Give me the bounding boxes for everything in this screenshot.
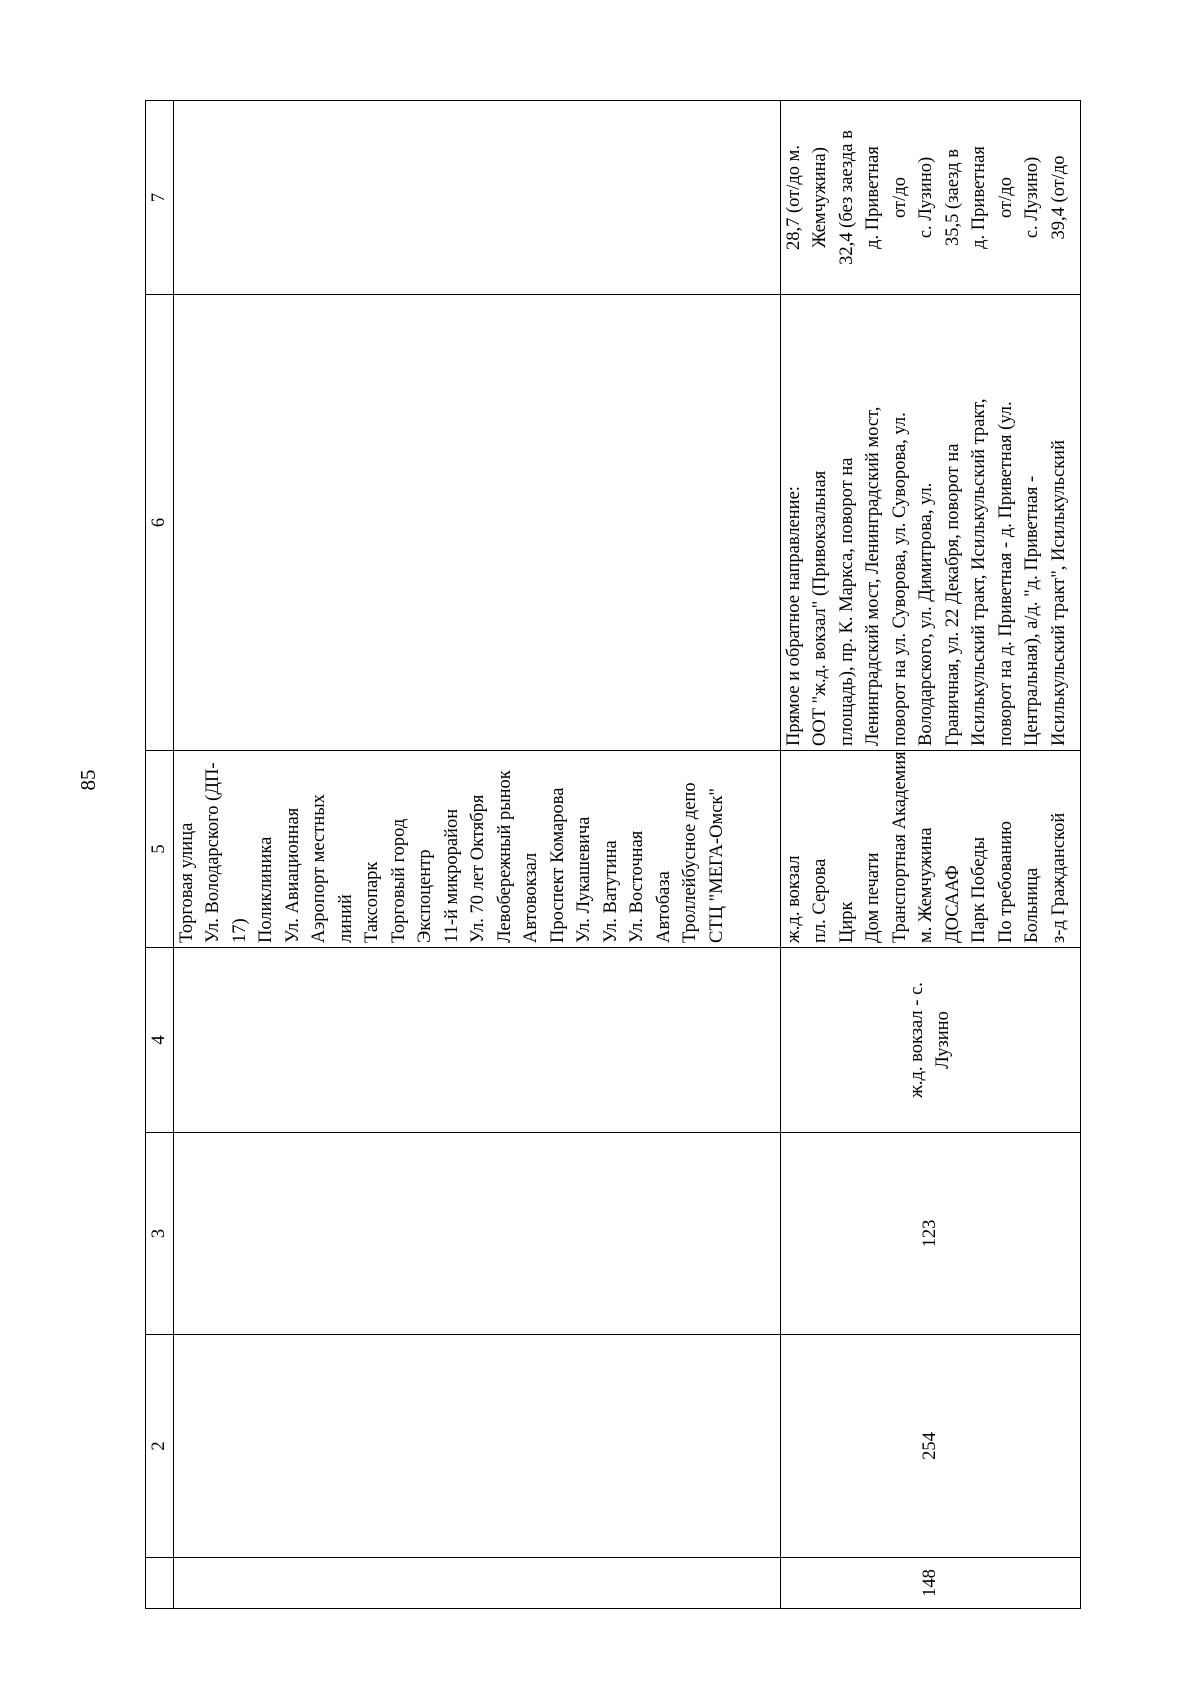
page-number: 85: [76, 769, 100, 791]
stop-item: пл. Серова: [810, 858, 830, 943]
row-b-stops-cell: [780, 751, 1080, 948]
stop-item: з-д Гражданской: [1048, 812, 1069, 943]
stop-item: Автовокзал: [521, 852, 541, 943]
stop-item: Ул. Володарского (ДП-: [203, 762, 223, 943]
table-row: [780, 101, 1080, 1609]
stop-item: Торговый город: [388, 818, 409, 943]
route-length-cell: [780, 101, 1080, 295]
length-line: 32,4 (без заезда в: [836, 130, 857, 265]
path-line: площадь), пр. К. Маркса, поворот на: [836, 457, 857, 746]
length-line: 28,7 (от/до м.: [783, 145, 804, 251]
length-line: Жемчужина): [810, 147, 830, 248]
stop-item: 11-й микрорайон: [441, 808, 462, 943]
route-number-cell: 148: [780, 1558, 1080, 1609]
header-row: [146, 101, 174, 1609]
stop-item: Экспоцентр: [415, 849, 435, 943]
route-name-cell: ж.д. вокзал - с. Лузино: [780, 948, 1080, 1133]
path-line: Володарского, ул. Димитрова, ул.: [916, 482, 936, 746]
path-line: Прямое и обратное направление:: [783, 486, 804, 746]
path-line: Исилькульский тракт, Исилькульский тракт,: [969, 398, 989, 746]
row-a-col3: [173, 1133, 780, 1335]
length-line: д. Приветная: [969, 146, 989, 249]
path-line: Ленинградский мост, Ленинградский мост,: [863, 406, 883, 746]
stop-item: По требованию: [995, 821, 1016, 943]
path-line: поворот на д. Приветная - д. Приветная (ул.: [995, 401, 1016, 746]
length-line: д. Приветная: [863, 146, 883, 249]
stop-item: СТЦ "МЕГА-Омск": [706, 788, 727, 943]
stop-item: Аэропорт местных: [309, 794, 329, 943]
row-a-col6: [173, 295, 780, 751]
stop-item: Транспортная Академия: [889, 751, 910, 943]
path-line: поворот на ул. Суворова, ул. Суворова, ул.: [889, 412, 910, 746]
stop-item: Парк Победы: [969, 836, 989, 943]
route-path-cell: [780, 295, 1080, 751]
length-line: от/до: [889, 177, 910, 218]
stop-item: Левобережный рынок: [494, 770, 515, 943]
header-cell-2: 2: [146, 1335, 174, 1558]
stop-item: Торговая улица: [176, 822, 197, 943]
stop-item: Поликлиника: [256, 836, 276, 943]
header-cell-5: 5: [146, 751, 174, 948]
stop-item: Больница: [1022, 867, 1042, 943]
stop-item: Ул. Ватутина: [600, 840, 621, 943]
stop-item: 17): [229, 918, 250, 943]
path-line: ООТ "ж.д. вокзал" (Привокзальная: [810, 470, 830, 746]
row-a-col2: [173, 1335, 780, 1558]
row-a-col7: [173, 101, 780, 295]
header-cell-4: 4: [146, 948, 174, 1133]
length-line: с. Лузино): [916, 156, 936, 239]
stop-item: Цирк: [836, 901, 857, 943]
length-line: с. Лузино): [1022, 156, 1042, 239]
row-a-stops-cell: [173, 751, 780, 948]
stop-item: Ул. 70 лет Октября: [468, 794, 488, 943]
stop-item: Таксопарк: [362, 861, 382, 943]
stop-item: ж.д. вокзал: [783, 855, 804, 943]
stop-item: Ул. Восточная: [627, 830, 647, 943]
registry-number-cell: 254: [780, 1335, 1080, 1558]
length-line: 35,5 (заезд в: [942, 149, 963, 246]
route-table: [145, 100, 1081, 1609]
stop-item: Автобаза: [653, 871, 674, 943]
length-line: от/до: [995, 177, 1016, 218]
stop-item: линий: [335, 894, 356, 943]
header-cell-3: 3: [146, 1133, 174, 1335]
stop-item: м. Жемчужина: [916, 827, 936, 943]
header-cell-7: 7: [146, 101, 174, 295]
table-row: [173, 101, 780, 1609]
path-line: Граничная, ул. 22 Декабря, поворот на: [942, 443, 963, 746]
stop-item: Проспект Комарова: [547, 787, 568, 943]
route-col3-cell: 123: [780, 1133, 1080, 1335]
stop-item: Дом печати: [863, 852, 883, 943]
path-line: Центральная), а/д. "д. Приветная -: [1022, 475, 1042, 746]
row-a-col4: [173, 948, 780, 1133]
stop-item: ДОСААФ: [942, 865, 963, 943]
length-line: 39,4 (от/до: [1048, 155, 1069, 240]
path-line: Исилькульский тракт", Исилькульский: [1048, 440, 1069, 746]
header-cell-1: [146, 1558, 174, 1609]
header-cell-6: 6: [146, 295, 174, 751]
stop-item: Троллейбусное депо: [680, 782, 700, 943]
stop-item: Ул. Авиационная: [282, 807, 303, 943]
row-a-col1: [173, 1558, 780, 1609]
rotated-table-container: [145, 101, 1080, 1609]
stop-item: Ул. Лукашевича: [574, 816, 594, 943]
